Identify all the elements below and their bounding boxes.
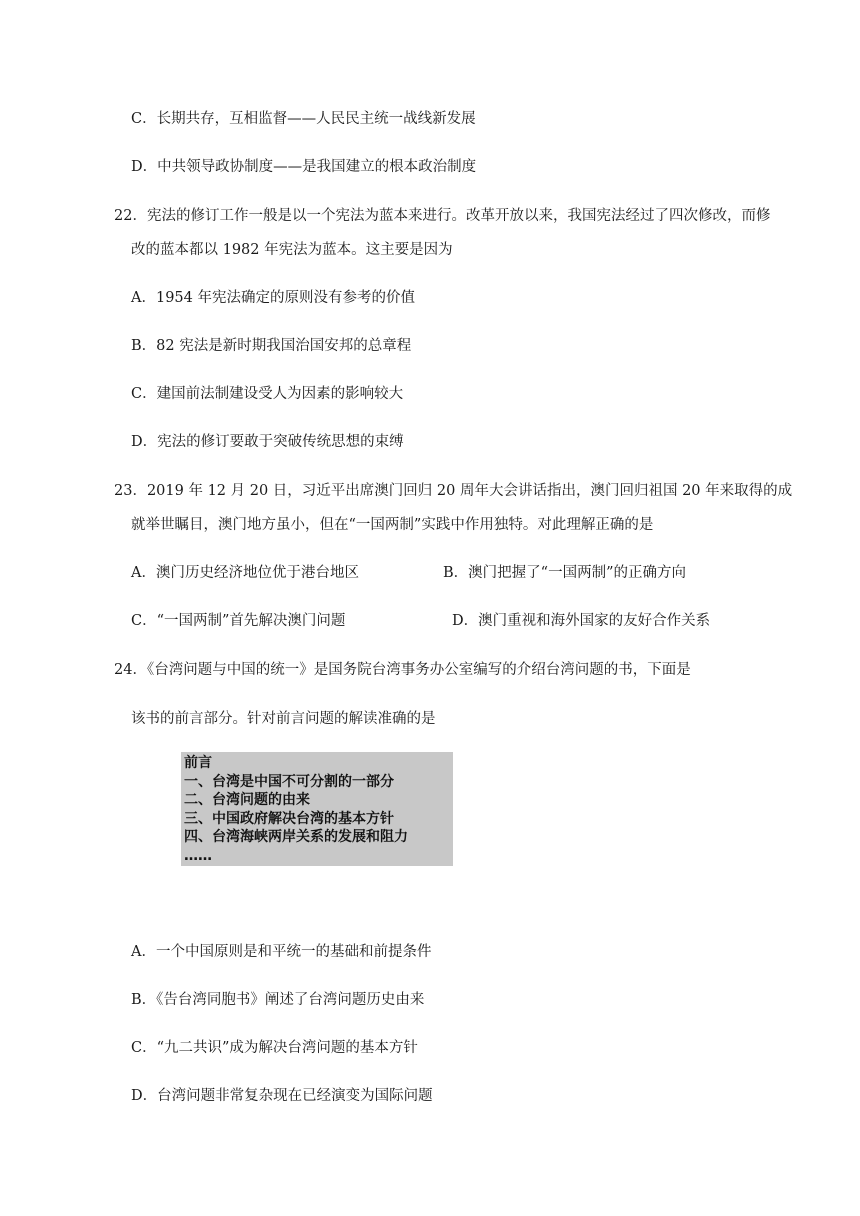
q23-stem-line1: 23．2019 年 12 月 20 日，习近平出席澳门回归 20 周年大会讲话指出，澳门回归祖国 20 年来取得的成 [114, 483, 793, 499]
preface-item-2: 二、台湾问题的由来 [184, 792, 310, 808]
q23-option-b[interactable]: B．澳门把握了“一国两制”的正确方向 [443, 565, 686, 581]
q24-stem-line1: 24．《台湾问题与中国的统一》是国务院台湾事务办公室编写的介绍台湾问题的书，下面是 [114, 662, 691, 678]
preface-ellipsis: …… [184, 847, 212, 864]
q24-option-b[interactable]: B．《告台湾同胞书》阐述了台湾问题历史由来 [131, 992, 425, 1008]
preface-figure [181, 752, 453, 866]
q24-stem-line2: 该书的前言部分。针对前言问题的解读准确的是 [131, 711, 436, 727]
q24-option-a[interactable]: A．一个中国原则是和平统一的基础和前提条件 [131, 944, 432, 960]
preface-item-3: 三、中国政府解决台湾的基本方针 [184, 810, 394, 827]
preface-item-1: 一、台湾是中国不可分割的一部分 [184, 773, 394, 790]
q23-option-d[interactable]: D．澳门重视和海外国家的友好合作关系 [452, 613, 711, 629]
q24-option-d[interactable]: D．台湾问题非常复杂现在已经演变为国际问题 [131, 1088, 433, 1104]
q21-option-c[interactable]: C．长期共存，互相监督——人民民主统一战线新发展 [131, 111, 476, 127]
q22-stem-line2: 改的蓝本都以 1982 年宪法为蓝本。这主要是因为 [131, 242, 453, 258]
q23-option-a[interactable]: A．澳门历史经济地位优于港台地区 [131, 565, 359, 581]
preface-title: 前言 [184, 755, 212, 771]
q22-stem-line1: 22．宪法的修订工作一般是以一个宪法为蓝本来进行。改革开放以来，我国宪法经过了四次修改，而修 [114, 208, 771, 224]
preface-item-4: 四、台湾海峡两岸关系的发展和阻力 [184, 829, 408, 845]
q23-stem-line2: 就举世瞩目，澳门地方虽小，但在“一国两制”实践中作用独特。对此理解正确的是 [131, 517, 654, 533]
q23-option-c[interactable]: C．“一国两制”首先解决澳门问题 [131, 613, 346, 629]
q24-option-c[interactable]: C．“九二共识”成为解决台湾问题的基本方针 [131, 1040, 418, 1056]
q22-option-d[interactable]: D．宪法的修订要敢于突破传统思想的束缚 [131, 434, 404, 450]
q22-option-b[interactable]: B．82 宪法是新时期我国治国安邦的总章程 [131, 338, 412, 354]
q22-option-c[interactable]: C．建国前法制建设受人为因素的影响较大 [131, 386, 404, 402]
q22-option-a[interactable]: A．1954 年宪法确定的原则没有参考的价值 [131, 290, 415, 306]
q21-option-d[interactable]: D．中共领导政协制度——是我国建立的根本政治制度 [131, 159, 477, 175]
